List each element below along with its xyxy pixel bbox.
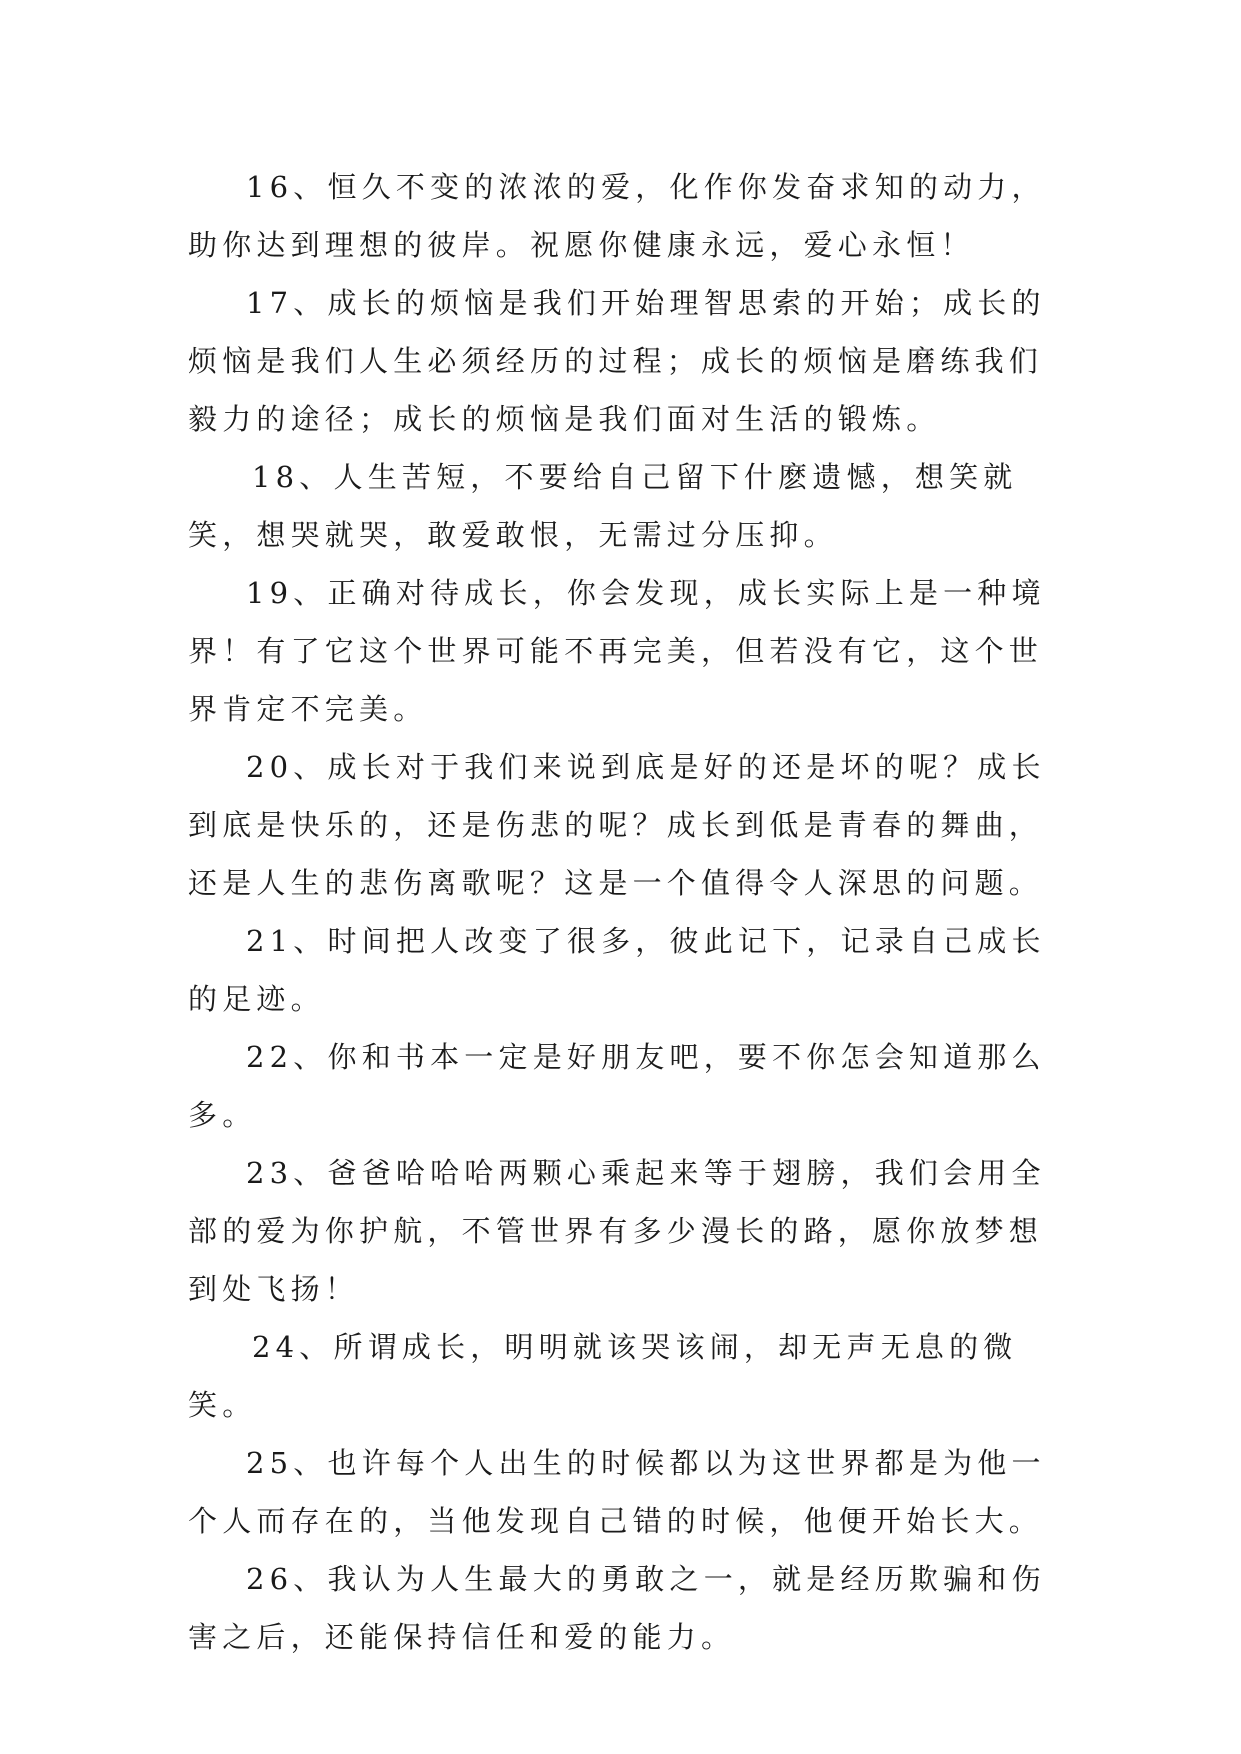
paragraph-18: 18、人生苦短，不要给自己留下什麽遗憾，想笑就笑，想哭就哭，敢爱敢恨，无需过分压抑。	[188, 460, 1018, 552]
paragraph-24: 24、所谓成长，明明就该哭该闹，却无声无息的微笑。	[188, 1330, 1018, 1422]
paragraph-25: 25、也许每个人出生的时候都以为这世界都是为他一个人而存在的，当他发现自己错的时候，他便开始长大。	[188, 1446, 1046, 1538]
paragraph-16: 16、恒久不变的浓浓的爱，化作你发奋求知的动力，助你达到理想的彼岸。祝愿你健康永远，爱心永恒！	[188, 170, 1046, 262]
document-body	[188, 158, 1068, 1666]
paragraph-20: 20、成长对于我们来说到底是好的还是坏的呢？成长到底是快乐的，还是伤悲的呢？成长到低是青春的舞曲，还是人生的悲伤离歌呢？这是一个值得令人深思的问题。	[188, 750, 1046, 900]
paragraph-23: 23、爸爸哈哈哈两颗心乘起来等于翅膀，我们会用全部的爱为你护航，不管世界有多少漫长的路，愿你放梦想到处飞扬！	[188, 1156, 1046, 1306]
paragraph-17: 17、成长的烦恼是我们开始理智思索的开始；成长的烦恼是我们人生必须经历的过程；成长的烦恼是磨练我们毅力的途径；成长的烦恼是我们面对生活的锻炼。	[188, 286, 1046, 436]
paragraph-26: 26、我认为人生最大的勇敢之一，就是经历欺骗和伤害之后，还能保持信任和爱的能力。	[188, 1562, 1046, 1654]
paragraph-22: 22、你和书本一定是好朋友吧，要不你怎会知道那么多。	[188, 1040, 1046, 1132]
paragraph-19: 19、正确对待成长，你会发现，成长实际上是一种境界！有了它这个世界可能不再完美，但若没有它，这个世界肯定不完美。	[188, 576, 1046, 726]
paragraph-21: 21、时间把人改变了很多，彼此记下，记录自己成长的足迹。	[188, 924, 1046, 1016]
